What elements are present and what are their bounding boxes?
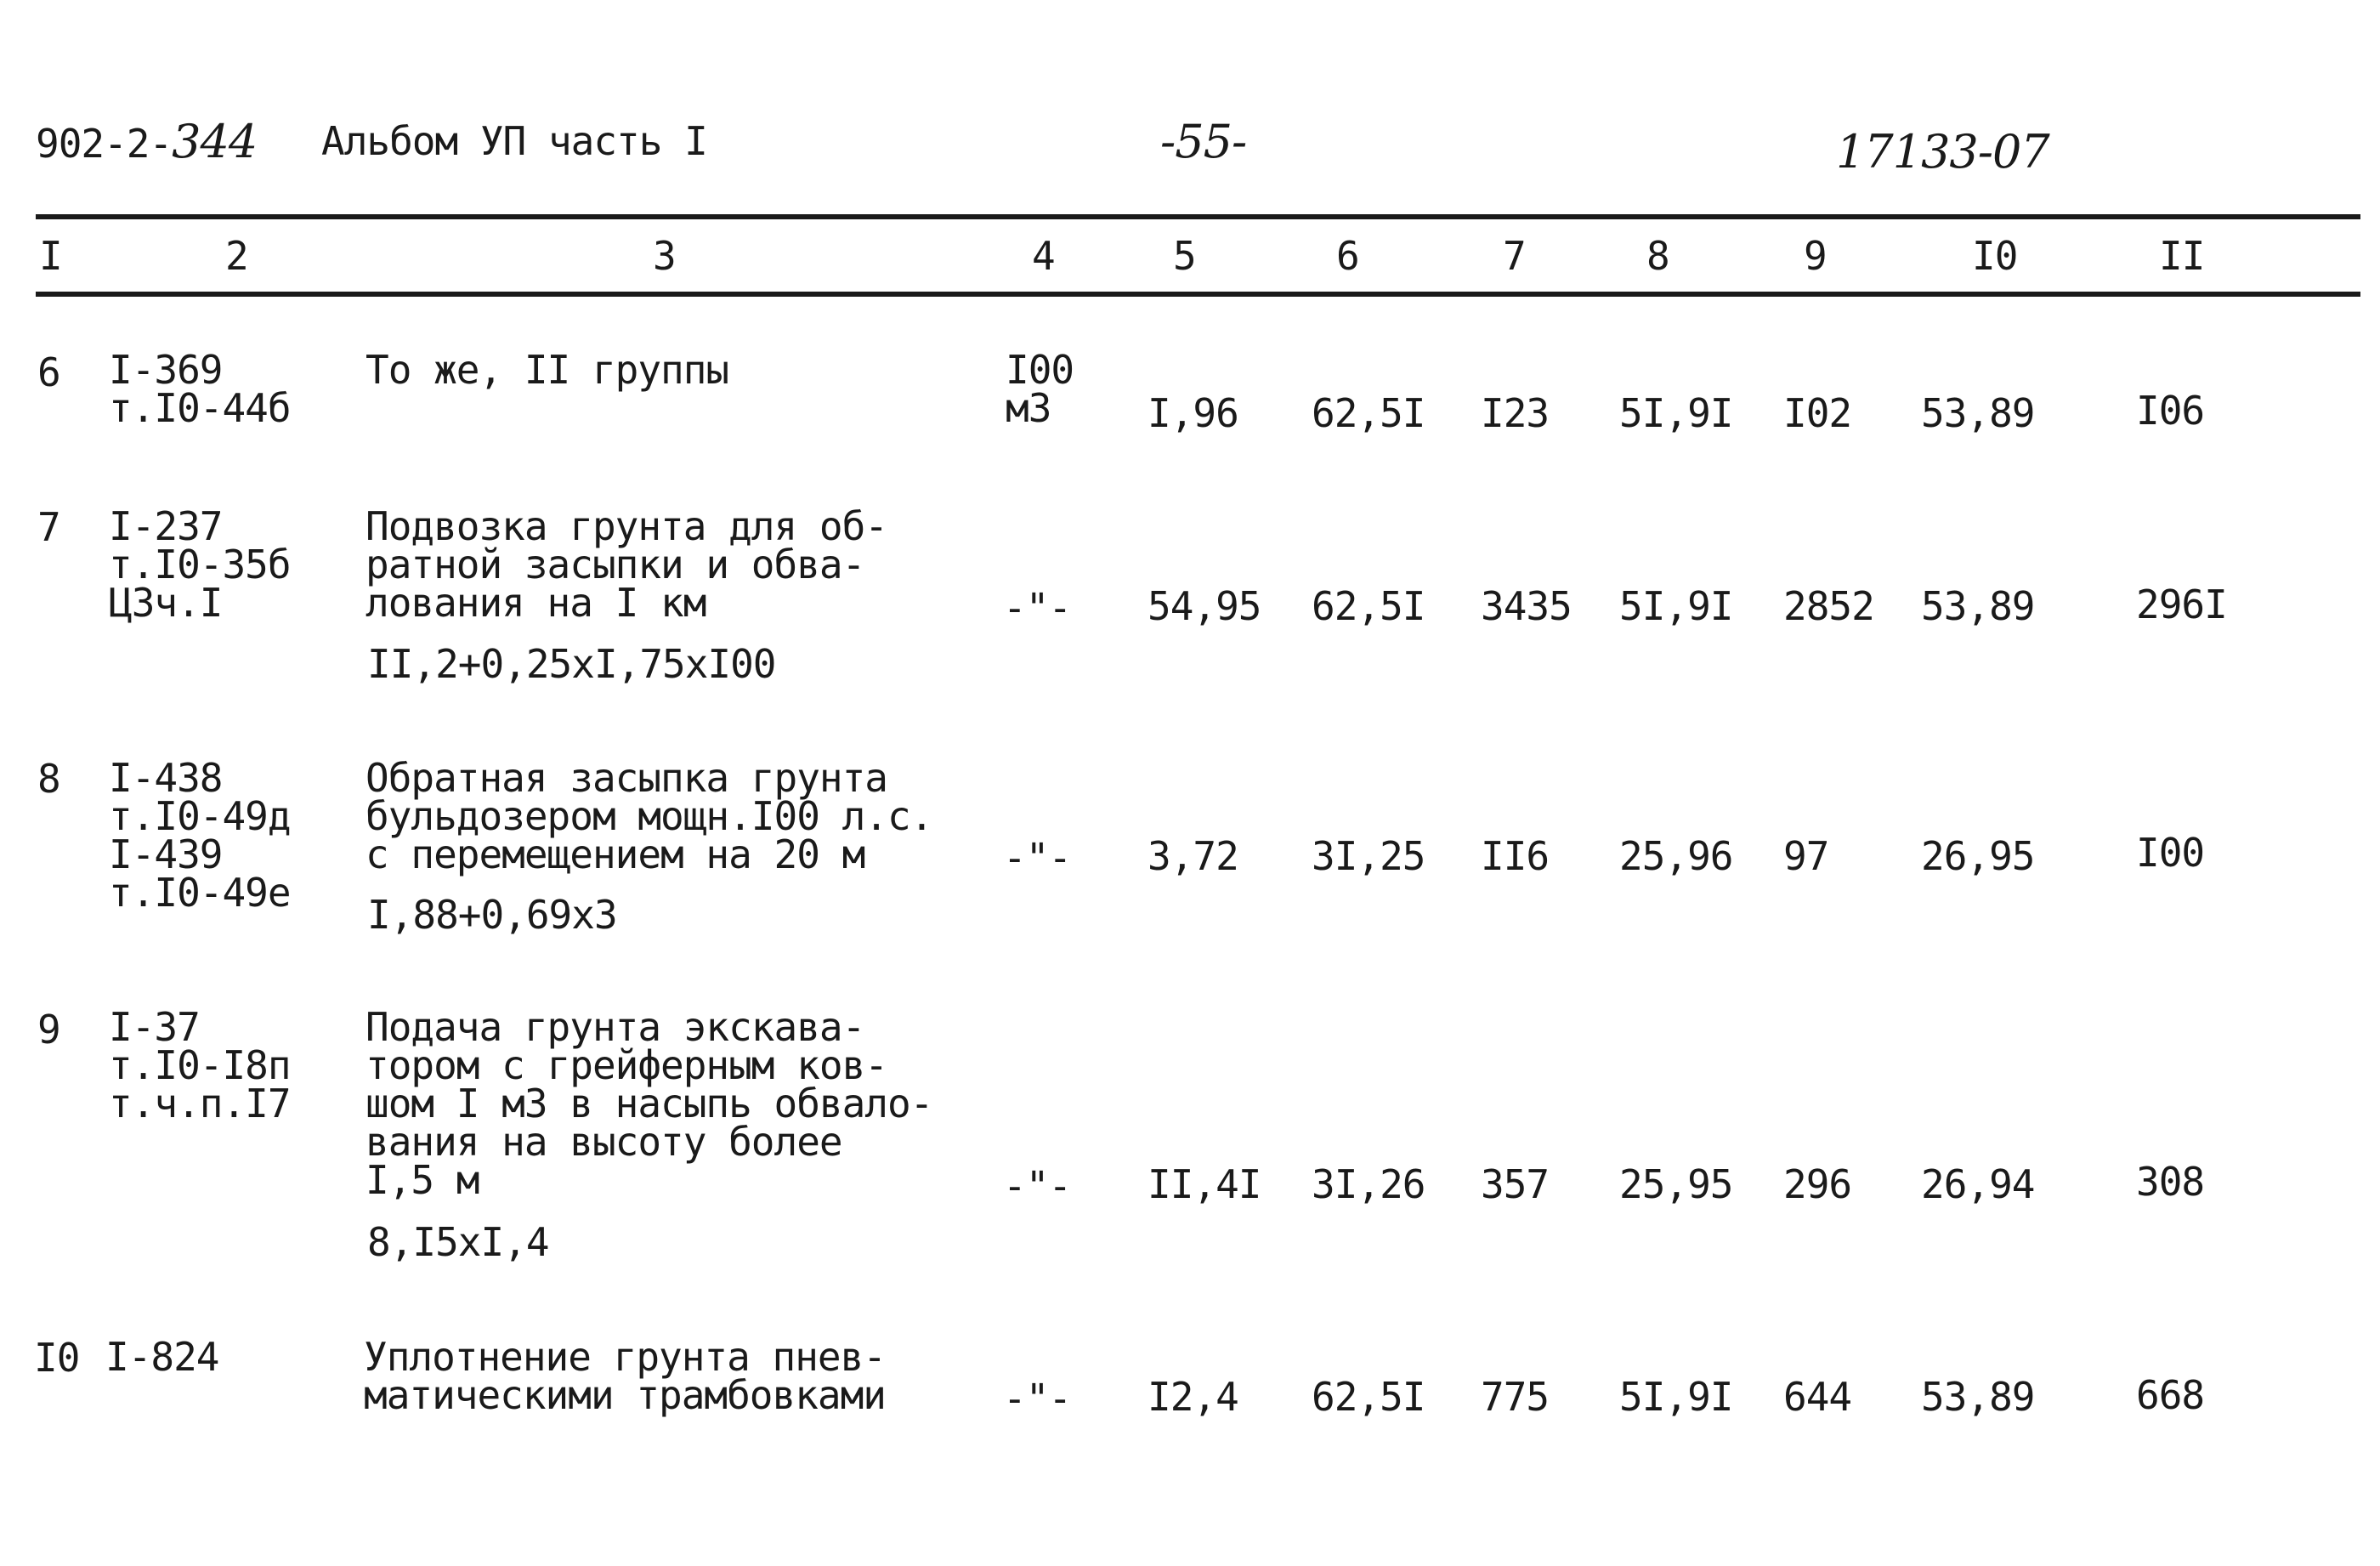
cell-col7: 3435 (1481, 583, 1572, 629)
cell-col7: I23 (1481, 390, 1550, 436)
cell-col6: 62,5I (1312, 390, 1425, 436)
cell-col6: 62,5I (1312, 1374, 1425, 1420)
cell-col8: 5I,9I (1619, 583, 1733, 629)
row-unit: I00 м3 (1006, 347, 1074, 431)
row-description: Подача грунта экскава- тором с грейферным ков- шом I м3 в насыпь обвало- вания на высоту более I,5 м (366, 1004, 933, 1203)
doc-code-printed: 902-2- (36, 121, 173, 167)
row-unit: -"- (1003, 835, 1072, 881)
cell-col9: 2852 (1783, 583, 1874, 629)
doc-code (36, 115, 258, 168)
cell-col5: 3,72 (1148, 833, 1238, 879)
cell-col6: 3I,26 (1312, 1161, 1425, 1207)
cell-col8: 25,96 (1619, 833, 1733, 879)
row-description: Уплотнение грунта пнев- матическими трамбовками (364, 1334, 886, 1418)
row-unit: -"- (1003, 585, 1072, 631)
cell-col10: 53,89 (1921, 390, 2035, 436)
cell-col5: I,96 (1148, 390, 1238, 436)
header-bottom-rule (36, 292, 2360, 297)
cell-col7: II6 (1481, 833, 1550, 879)
column-header: 5 (1173, 233, 1196, 279)
row-formula: 8,I5хI,4 (367, 1219, 549, 1265)
column-header: 9 (1804, 233, 1827, 279)
column-header: 7 (1503, 233, 1526, 279)
album-title: Альбом УП часть I (321, 118, 707, 164)
cell-col9: 97 (1783, 833, 1829, 879)
row-number: 7 (37, 504, 60, 550)
row-description: Обратная засыпка грунта бульдозером мощн.I00 л.с. с перемещением на 20 м (366, 755, 933, 877)
row-number: I0 (34, 1335, 80, 1381)
cell-col5: I2,4 (1148, 1374, 1238, 1420)
cell-col11: 308 (2136, 1159, 2205, 1205)
cell-col5: II,4I (1148, 1161, 1261, 1207)
row-code: I-37 т.I0-I8п т.ч.п.I7 (109, 1004, 291, 1126)
column-header: I0 (1972, 233, 2018, 279)
row-unit: -"- (1003, 1163, 1072, 1209)
cell-col7: 357 (1481, 1161, 1550, 1207)
cell-col9: I02 (1783, 390, 1852, 436)
row-code: I-824 (105, 1334, 219, 1380)
row-description: То же, II группы (366, 347, 729, 393)
cell-col11: 296I (2136, 582, 2227, 627)
row-code: I-438 т.I0-49д I-439 т.I0-49е (109, 755, 291, 916)
column-header: 6 (1336, 233, 1359, 279)
cell-col8: 5I,9I (1619, 1374, 1733, 1420)
cell-col9: 296 (1783, 1161, 1852, 1207)
cell-col11: I00 (2136, 830, 2205, 876)
row-formula: II,2+0,25хI,75хI00 (367, 641, 776, 687)
row-number: 8 (37, 756, 60, 802)
cell-col6: 3I,25 (1312, 833, 1425, 879)
doc-number: 17133-07 (1836, 125, 2049, 179)
cell-col8: 25,95 (1619, 1161, 1733, 1207)
cell-col11: I06 (2136, 388, 2205, 434)
cell-col5: 54,95 (1148, 583, 1261, 629)
column-header: I (39, 233, 62, 279)
doc-code-handwritten: 344 (172, 115, 258, 168)
cell-col10: 53,89 (1921, 583, 2035, 629)
cell-col8: 5I,9I (1619, 390, 1733, 436)
header-top-rule (36, 214, 2360, 219)
cell-col10: 26,94 (1921, 1161, 2035, 1207)
row-code: I-369 т.I0-44б (109, 347, 291, 431)
cell-col10: 26,95 (1921, 833, 2035, 879)
column-header: 4 (1032, 233, 1055, 279)
column-header: 3 (653, 233, 676, 279)
cell-col9: 644 (1783, 1374, 1852, 1420)
column-header: II (2159, 233, 2205, 279)
cell-col7: 775 (1481, 1374, 1550, 1420)
cell-col10: 53,89 (1921, 1374, 2035, 1420)
row-description: Подвозка грунта для об- ратной засыпки и обва- лования на I км (366, 503, 887, 626)
row-unit: -"- (1003, 1376, 1072, 1421)
row-number: 9 (37, 1007, 60, 1053)
row-number: 6 (37, 349, 60, 395)
column-header: 2 (225, 233, 248, 279)
cell-col6: 62,5I (1312, 583, 1425, 629)
row-code: I-237 т.I0-35б Ц3ч.I (109, 503, 291, 626)
cell-col11: 668 (2136, 1372, 2205, 1418)
row-formula: I,88+0,69х3 (367, 892, 617, 938)
page-number: -55- (1160, 115, 1247, 168)
column-header: 8 (1646, 233, 1669, 279)
